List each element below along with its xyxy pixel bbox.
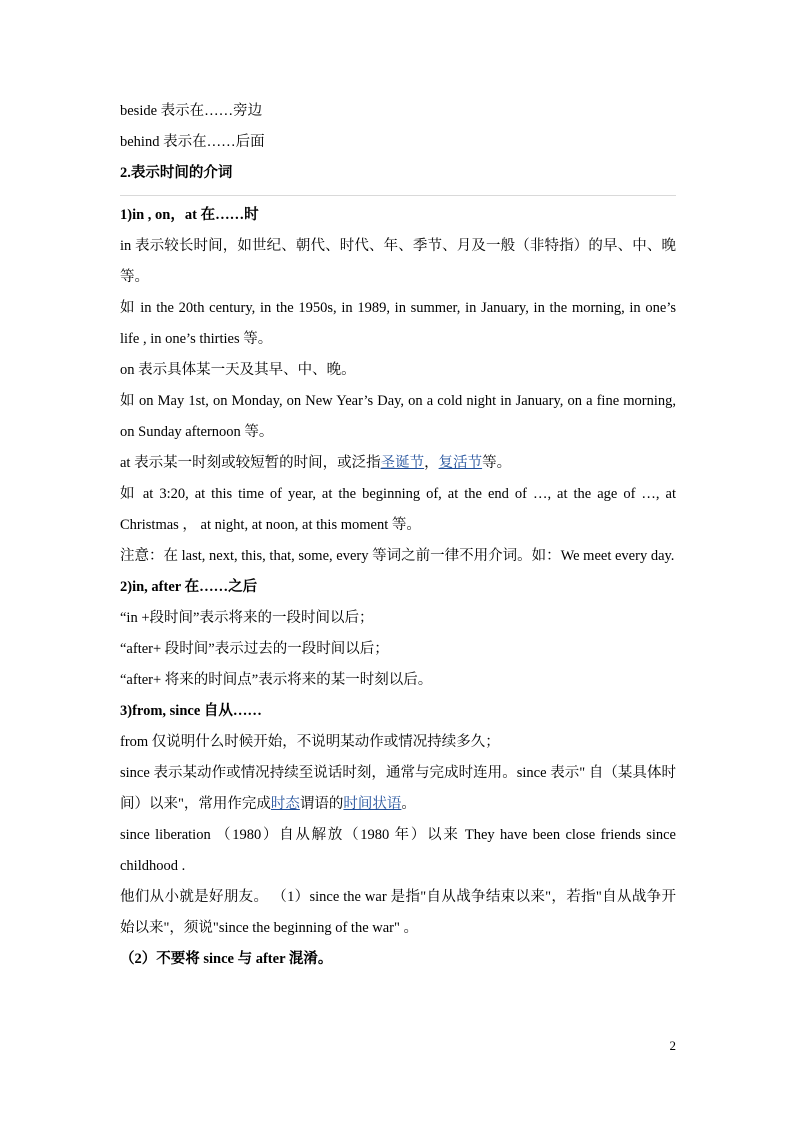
in-after-rule-3: “after+ 将来的时间点”表示将来的某一时刻以后。 <box>120 672 433 688</box>
note-no-preposition: 注意：在 last, next, this, that, some, every 等词之前一律不用介词。如：We meet every day. <box>120 548 675 564</box>
adverbial-of-time-link[interactable]: 时间状语 <box>343 796 402 812</box>
since-example-translation: 他们从小就是好朋友。 （1）since the war 是指"自从战争结束以来"，若指"自从战争开始以来"，须说"since the beginning of the war" 。 <box>120 889 676 936</box>
on-description: on 表示具体某一天及其早、中、晚。 <box>120 362 356 378</box>
subheading-in-after: 2)in, after 在……之后 <box>120 579 258 595</box>
since-description <box>120 758 676 820</box>
page-number: 2 <box>669 1038 676 1053</box>
since-description-end: 。 <box>401 796 416 812</box>
tense-link[interactable]: 时态 <box>270 796 300 812</box>
beside-line: beside 表示在……旁边 <box>120 103 263 119</box>
in-after-rule-1: “in +段时间”表示将来的一段时间以后； <box>120 610 374 626</box>
at-description-text: at 表示某一时刻或较短暂的时间，或泛指 <box>120 455 381 471</box>
at-description-separator: ， <box>424 455 439 471</box>
at-description-end: 等。 <box>482 455 512 471</box>
page-content <box>120 96 676 975</box>
easter-link[interactable]: 复活节 <box>438 455 483 471</box>
subheading-from-since: 3)from, since 自从…… <box>120 703 262 719</box>
note-since-vs-after: （2）不要将 since 与 after 混淆。 <box>120 951 333 967</box>
section-heading-time-prepositions: 2.表示时间的介词 <box>120 165 233 181</box>
behind-line: behind 表示在……后面 <box>120 134 265 150</box>
subheading-in-on-at: 1)in , on，at 在……时 <box>120 207 259 223</box>
in-after-rule-2: “after+ 段时间”表示过去的一段时间以后； <box>120 641 389 657</box>
since-description-mid: 谓语的 <box>299 796 344 812</box>
on-examples: 如 on May 1st, on Monday, on New Year’s Day, on a cold night in January, on a fine morning, on Sunday afternoon 等。 <box>120 393 676 440</box>
at-examples: 如 at 3:20, at this time of year, at the beginning of, at the end of …, at the age of …, at Christmas ， at night, at noon, at this moment 等。 <box>120 486 676 533</box>
since-description-text: since 表示某动作或情况持续至说话时刻，通常与完成时连用。since 表示" 自（某具体时间）以来"，常用作完成 <box>120 765 676 812</box>
since-example: since liberation （1980）自从解放（1980 年）以来 They have been close friends since childhood . <box>120 827 676 874</box>
at-description <box>120 448 676 479</box>
horizontal-divider <box>120 195 676 196</box>
christmas-link[interactable]: 圣诞节 <box>380 455 425 471</box>
in-description: in 表示较长时间，如世纪、朝代、时代、年、季节、月及一般（非特指）的早、中、晚等。 <box>120 238 676 285</box>
from-description: from 仅说明什么时候开始，不说明某动作或情况持续多久； <box>120 734 500 750</box>
in-examples: 如 in the 20th century, in the 1950s, in 1989, in summer, in January, in the morning, in one’s life , in one’s thirties 等。 <box>120 300 676 347</box>
